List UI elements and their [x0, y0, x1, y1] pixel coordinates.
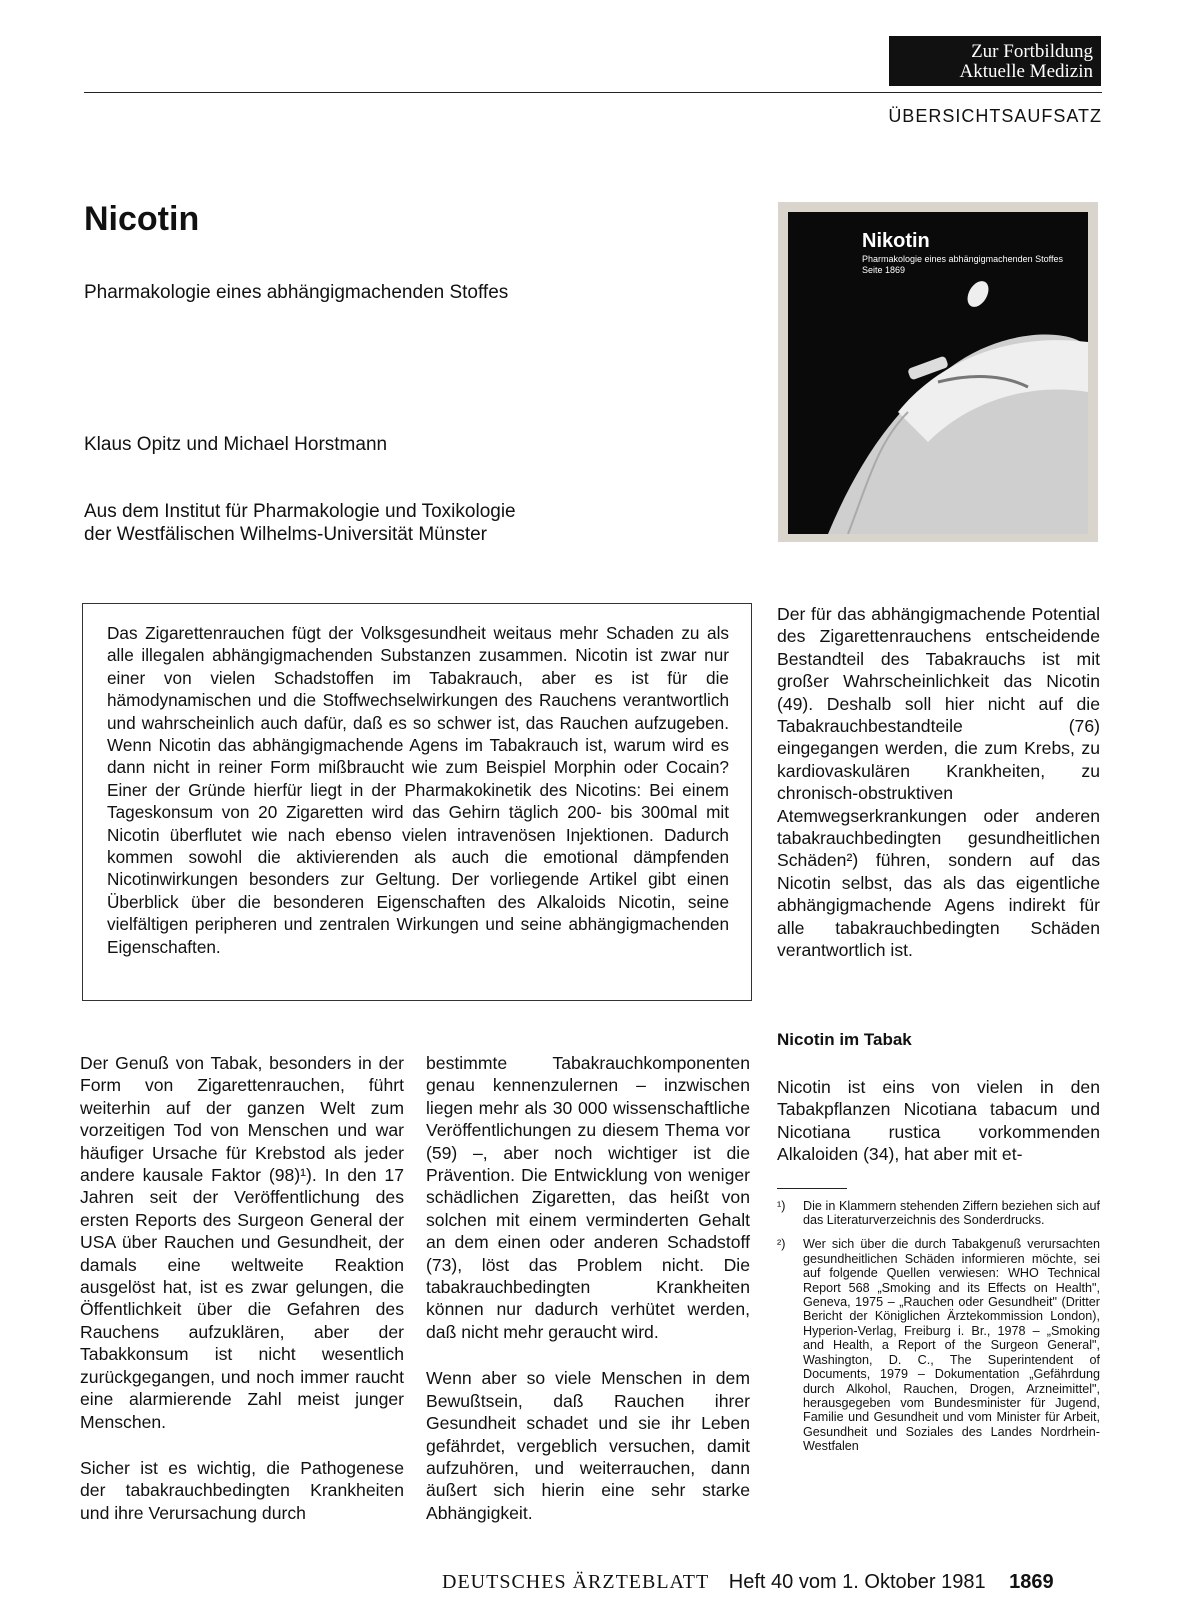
footnote [777, 1237, 1100, 1453]
institute-line-1: Aus dem Institut für Pharmakologie und Toxikologie [84, 501, 516, 522]
header-rule [84, 92, 1102, 93]
section-label: ÜBERSICHTSAUFSATZ [888, 106, 1102, 126]
section-badge [889, 36, 1101, 86]
cover-photo [788, 212, 1088, 534]
cover-subtitle-text: Pharmakologie eines abhängigmachenden Stoffes [862, 254, 1063, 264]
intro-paragraph: Der für das abhängigmachende Potential des Zigarettenrauchens entscheidende Bestandteil des Tabakrauchs ist mit großer Wahrscheinlichkeit das Nicotin (49). Deshalb soll hier nicht auf die Tabakrauchbestandteile (76) eingegangen werden, die zum Krebs, zu kardiovaskulären Krankheiten, zu chronisch-obstruktiven Atemwegserkrankungen oder anderen tabakrauchbedingten gesundheitlichen Schäden²) führen, sondern auf das Nicotin selbst, das als das eigentliche abhängigmachende Agens indirekt für alle tabakrauchbedingten Schäden verantwortlich ist. [777, 604, 1100, 961]
section-heading: Nicotin im Tabak [777, 1030, 912, 1049]
page-footer [442, 1571, 1054, 1594]
body-column-3 [777, 1030, 1100, 1464]
abstract-text: Das Zigarettenrauchen fügt der Volksgesundheit weitaus mehr Schaden zu als alle illegalen abhängigmachenden Substanzen zusammen. Nicotin ist zwar nur einer von vielen Schadstoffen im Tabakrauch, aber es ist für die hämodynamischen und die Stoffwechselwirkungen des Rauchens verantwortlich und wahrscheinlich auch dafür, daß es so schwer ist, das Rauchen aufzugeben. Wenn Nicotin das abhängigmachende Agens im Tabakrauch ist, warum wird es dann nicht in reiner Form mißbraucht wie zum Beispiel Morphin oder Cocain? Einer der Gründe hierfür liegt in der Pharmakokinetik des Nicotins: Bei einem Tageskonsum von 20 Zigaretten wird das Gehirn täglich 200- bis 300mal mit Nicotin überflutet wie nach ebenso vielen intravenösen Injektionen. Dadurch kommen sowohl die aktivierenden als auch die emotional dämpfenden Nicotinwirkungen besonders zur Geltung. Der vorliegende Artikel gibt einen Überblick über die besonderen Eigenschaften des Alkaloids Nicotin, seine vielfältigen peripheren und zentralen Wirkungen und seine abhängigmachenden Eigenschaften. [107, 623, 729, 957]
footnote-mark: ²) [777, 1237, 786, 1252]
body-paragraph: Sicher ist es wichtig, die Pathogenese der tabakrauchbedingten Krankheiten und ihre Verursachung durch [80, 1457, 404, 1523]
article-authors: Klaus Opitz und Michael Horstmann [84, 434, 388, 455]
body-column-2 [426, 1052, 750, 1524]
abstract-box [82, 603, 752, 1001]
article-institute [84, 500, 644, 546]
footnote-text: Die in Klammern stehenden Ziffern beziehen sich auf das Literaturverzeichnis des Sonderdrucks. [803, 1198, 1100, 1228]
badge-line-2: Aktuelle Medizin [959, 61, 1093, 82]
footnote [777, 1199, 1100, 1228]
issue-info: Heft 40 vom 1. Oktober 1981 [728, 1571, 986, 1593]
body-column-1 [80, 1052, 404, 1524]
cover-image [778, 202, 1098, 542]
body-paragraph: Nicotin ist eins von vielen in den Tabakpflanzen Nicotiana tabacum und Nicotiana rustica vorkommenden Alkaloiden (34), hat aber mit et- [777, 1077, 1100, 1165]
body-paragraph: Wenn aber so viele Menschen in dem Bewußtsein, daß Rauchen ihrer Gesundheit schadet und sie ihr Leben gefährdet, vergeblich versuchen, damit aufzuhören, und weiterrauchen, dann äußert sich hierin eine sehr starke Abhängigkeit. [426, 1368, 750, 1523]
footnote-rule [777, 1188, 847, 1189]
page-number: 1869 [1009, 1571, 1054, 1593]
footnote-text: Wer sich über die durch Tabakgenuß verursachten gesundheitlichen Schäden informieren möchte, sei auf folgende Quellen verwiesen: WHO Technical Report 568 „Smoking and its Effects on Health", Geneva, 1975 – „Rauchen oder Gesundheit" (Dritter Bericht der Königlichen Ärztekommission London), Hyperion-Verlag, Freiburg i. Br., 1978 – „Smoking and Health, a Report of the Surgeon General", Washington, D. C., The Superintendent of Documents, 1979 – Dokumentation „Gefährdung durch Alkohol, Rauchen, Drogen, Arzneimittel", herausgegeben vom Bundesminister für Jugend, Familie und Gesundheit und vom Minister für Arbeit, Gesundheit und Soziales des Landes Nordrhein-Westfalen [803, 1237, 1100, 1454]
institute-line-2: der Westfälischen Wilhelms-Universität Münster [84, 524, 487, 545]
intro-column [777, 603, 1100, 962]
body-paragraph: bestimmte Tabakrauchkomponenten genau kennenzulernen – inzwischen liegen mehr als 30 000 wissenschaftliche Veröffentlichungen zu diesem Thema vor (59) –, aber noch wichtiger ist die Prävention. Die Entwicklung von weniger schädlichen Zigaretten, das heißt von solchen mit einem verminderten Gehalt an dem einen oder anderen Schadstoff (73), löst das Problem nicht. Die tabakrauchbedingten Krankheiten können nur dadurch verhütet werden, daß nicht mehr geraucht wird. [426, 1053, 750, 1342]
article-subtitle: Pharmakologie eines abhängigmachenden Stoffes [84, 282, 509, 303]
badge-line-1: Zur Fortbildung [971, 41, 1093, 62]
body-paragraph: Der Genuß von Tabak, besonders in der Form von Zigarettenrauchen, führt weiterhin auf der ganzen Welt zum vorzeitigen Tod von Menschen und war häufiger Ursache für Krebstod als jeder andere kausale Faktor (98)¹). In den 17 Jahren seit der Veröffentlichung des ersten Reports des Surgeon General der USA über Rauchen und Gesundheit, der damals eine weltweite Reaktion ausgelöst hat, ist es zwar gelungen, die Öffentlichkeit über die Gefahren des Rauchens aufzuklären, aber der Tabakkonsum ist nicht wesentlich zurückgegangen, und noch immer raucht eine alarmierende Zahl meist junger Menschen. [80, 1053, 404, 1432]
article-title: Nicotin [84, 200, 200, 238]
cover-page-ref: Seite 1869 [862, 265, 906, 275]
cover-title: Nikotin [862, 230, 930, 252]
journal-name: DEUTSCHES ÄRZTEBLATT [442, 1571, 710, 1593]
footnote-mark: ¹) [777, 1198, 786, 1213]
cover-subtitle [862, 254, 1063, 276]
